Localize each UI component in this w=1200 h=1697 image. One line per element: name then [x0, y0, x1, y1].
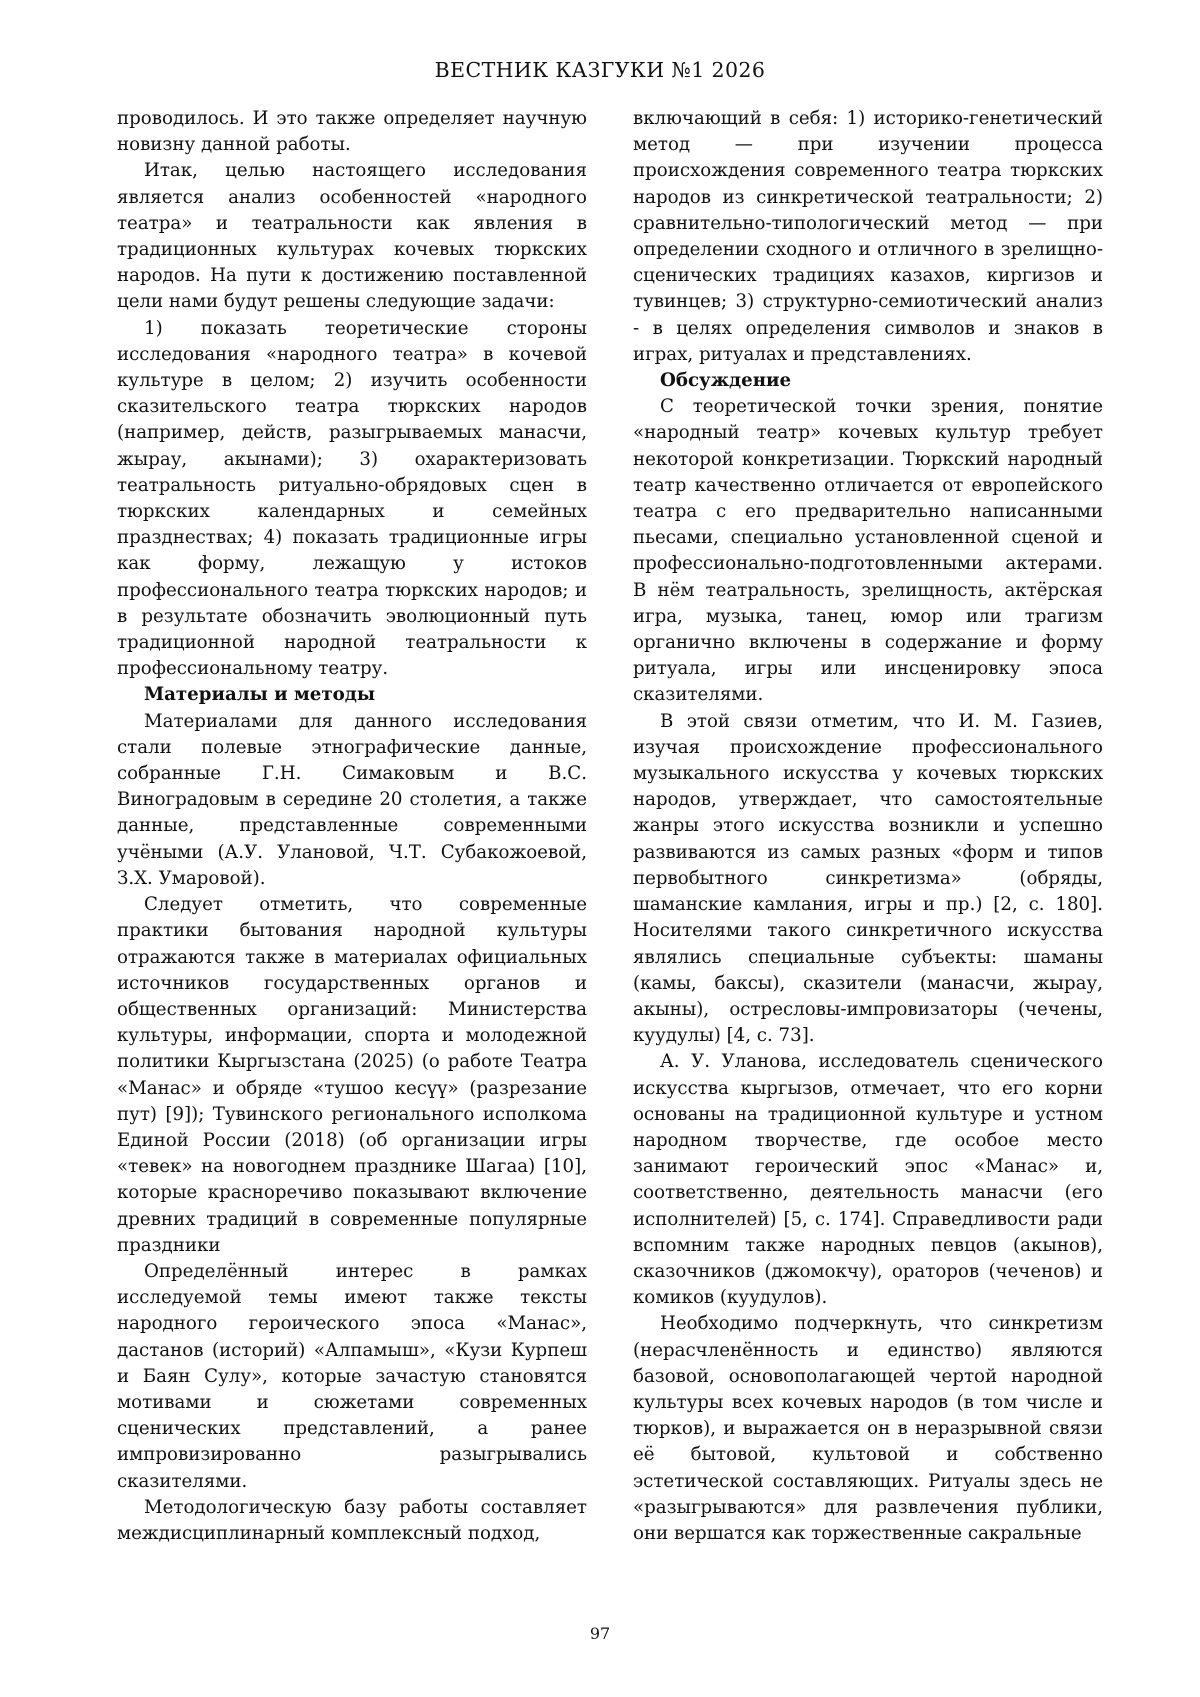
paragraph: Методологическую базу работы составляет междисциплинарный комплексный подход, — [117, 1496, 587, 1544]
paragraph: проводилось. И это также определяет научную новизну данной работы. — [117, 108, 587, 156]
paragraph: 1) показать теоретические стороны исследования «народного театра» в кочевой культуре в целом; 2) изучить особенности сказительского театра тюркских народов (например, действ, разыгрываемых манасчи, жырау, акынами); 3) охарактеризовать театральность ритуально-обрядовых сцен в тюркских календарных и семейных празднествах; 4) показать традиционные игры как форму, лежащую у истоков профессионального театра тюркских народов; и в результате обозначить эволюционный путь традиционной народной театральности к профессиональному театру. — [117, 317, 587, 680]
paragraph: Итак, целью настоящего исследования является анализ особенностей «народного театра» и театральности как явления в традиционных культурах кочевых тюркских народов. На пути к достижению поставленной цели нами будут решены следующие задачи: — [117, 160, 587, 313]
paragraph: А. У. Уланова, исследователь сценического искусства кыргызов, отмечает, что его корни основаны на традиционной культуре и устном народном творчестве, где особое место занимают героический эпос «Манас» и, соответственно, деятельность манасчи (его исполнителей) [5, с. 174]. Справедливости ради вспомним также народных певцов (акынов), сказочников (джомокчу), ораторов (чеченов) и комиков (куудулов). — [633, 1051, 1103, 1309]
left-column — [117, 106, 587, 1576]
paragraph: Материалами для данного исследования стали полевые этнографические данные, собранные Г.Н. Симаковым и В.С. Виноградовым в середине 20 столетия, а также данные, представленные современными учёными (А.У. Улановой, Ч.Т. Субакожоевой, З.Х. Умаровой). — [117, 710, 587, 889]
section-heading-methods: Материалы и методы — [144, 684, 376, 706]
right-column — [633, 106, 1103, 1576]
paragraph: В этой связи отметим, что И. М. Газиев, изучая происхождение профессионального музыкального искусства у кочевых тюркских народов, утверждает, что самостоятельные жанры этого искусства возникли и успешно развиваются из самых разных «форм и типов первобытного синкретизма» (обряды, шаманские камлания, игры и пр.) [2, с. 180]. Носителями такого синкретичного искусства являлись специальные субъекты: шаманы (камы, баксы), сказители (манасчи, жырау, акыны), остресловы-импровизаторы (чечены, куудулы) [4, с. 73]. — [633, 710, 1103, 1047]
paragraph: Определённый интерес в рамках исследуемой темы имеют также тексты народного героического эпоса «Манас», дастанов (историй) «Алпамыш», «Кузи Курпеш и Баян Сулу», которые зачастую становятся мотивами и сюжетами современных сценических представлений, а ранее импровизированно разыгрывались сказителями. — [117, 1260, 587, 1492]
paragraph: С теоретической точки зрения, понятие «народный театр» кочевых культур требует некоторой конкретизации. Тюркский народный театр качественно отличается от европейского театра с его предварительно написанными пьесами, специально установленной сценой и профессионально-подготовленными актерами. В нём театральность, зрелищность, актёрская игра, музыка, танец, юмор или трагизм органично включены в содержание и форму ритуала, игры или инсценировку эпоса сказителями. — [633, 396, 1103, 706]
paragraph: Следует отметить, что современные практики бытования народной культуры отражаются также в материалах официальных источников государственных органов и общественных организаций: Министерства культуры, информации, спорта и молодежной политики Кыргызстана (2025) (о работе Театра «Манас» и обряде «тушоо кесүү» (разрезание пут) [9]); Тувинского регионального исполкома Единой России (2018) (об организации игры «тевек» на новогоднем празднике Шагаа) [10], которые красноречиво показывают включение древних традиций в современные популярные праздники — [117, 894, 587, 1256]
page-number: 97 — [589, 1624, 611, 1643]
paragraph: Необходимо подчеркнуть, что синкретизм (нерасчленённость и единство) являются базовой, основополагающей чертой народной культуры всех кочевых народов (в том числе и тюрков), и выражается он в неразрывной связи её бытовой, культовой и собственно эстетической составляющих. Ритуалы здесь не «разыгрываются» для развлечения публики, они вершатся как торжественные сакральные — [633, 1313, 1103, 1544]
section-heading-discussion: Обсуждение — [660, 370, 792, 392]
journal-header: ВЕСТНИК КАЗГУКИ №1 2026 — [434, 58, 766, 82]
paragraph: включающий в себя: 1) историко-генетический метод — при изучении процесса происхождения современного театра тюркских народов из синкретической театральности; 2) сравнительно-типологический метод — при определении сходного и отличного в зрелищно-сценических традициях казахов, киргизов и тувинцев; 3) структурно-семиотический анализ - в целях определения символов и знаков в играх, ритуалах и представлениях. — [633, 108, 1103, 365]
